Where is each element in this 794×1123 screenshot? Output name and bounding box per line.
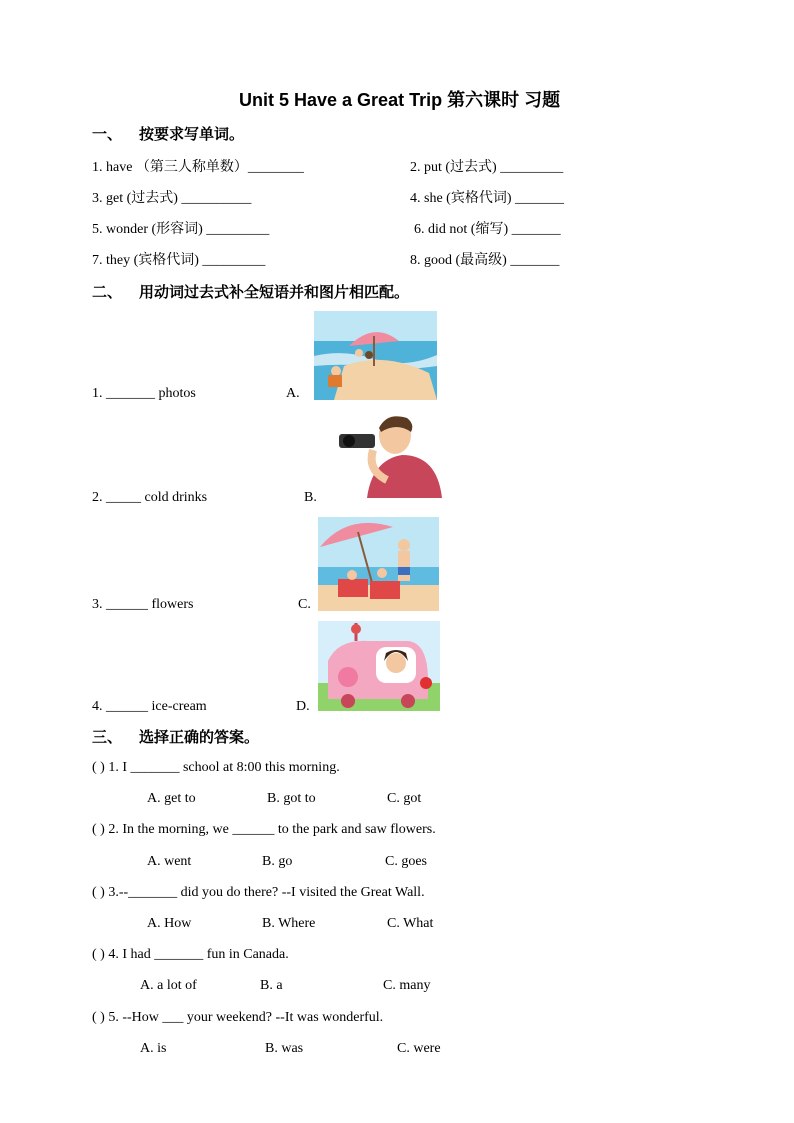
beach-scene-image xyxy=(314,311,437,400)
option-2b: B. go xyxy=(262,854,293,869)
section-1-number: 一、 xyxy=(92,125,123,143)
option-5b: B. was xyxy=(265,1041,304,1056)
option-3b: B. Where xyxy=(262,916,316,931)
question-5: ( ) 5. --How ___ your weekend? --It was wonderful. xyxy=(92,1010,384,1025)
question-4: ( ) 4. I had _______ fun in Canada. xyxy=(92,947,289,962)
section-2-number: 二、 xyxy=(92,283,123,301)
option-3a: A. How xyxy=(147,916,192,931)
word-item-4: 4. she (宾格代词) _______ xyxy=(410,191,564,206)
beach-umbrella-image xyxy=(318,517,439,611)
section-2-heading: 用动词过去式补全短语并和图片相匹配。 xyxy=(139,283,410,301)
phrase-1: 1. _______ photos xyxy=(92,386,196,401)
word-item-3: 3. get (过去式) __________ xyxy=(92,191,252,206)
option-2c: C. goes xyxy=(385,854,427,869)
phrase-2: 2. _____ cold drinks xyxy=(92,490,208,505)
word-item-7: 7. they (宾格代词) _________ xyxy=(92,253,266,268)
option-3c: C. What xyxy=(387,916,434,931)
section-3-heading: 选择正确的答案。 xyxy=(139,728,260,746)
option-4b: B. a xyxy=(260,978,283,993)
option-5a: A. is xyxy=(140,1041,167,1056)
letter-b: B. xyxy=(304,490,317,505)
option-1c: C. got xyxy=(387,791,422,806)
letter-a: A. xyxy=(286,386,300,401)
option-1a: A. get to xyxy=(147,791,196,806)
word-item-8: 8. good (最高级) _______ xyxy=(410,253,560,268)
word-item-2: 2. put (过去式) _________ xyxy=(410,160,564,175)
question-1: ( ) 1. I _______ school at 8:00 this morning. xyxy=(92,760,340,775)
question-2: ( ) 2. In the morning, we ______ to the park and saw flowers. xyxy=(92,822,436,837)
phrase-4: 4. ______ ice-cream xyxy=(92,699,207,714)
question-3: ( ) 3.--_______ did you do there? --I visited the Great Wall. xyxy=(92,885,425,900)
option-4c: C. many xyxy=(383,978,431,993)
word-item-5: 5. wonder (形容词) _________ xyxy=(92,222,270,237)
word-item-1: 1. have （第三人称单数）________ xyxy=(92,160,304,175)
section-1-heading: 按要求写单词。 xyxy=(139,125,245,143)
option-4a: A. a lot of xyxy=(140,978,197,993)
word-item-6: 6. did not (缩写) _______ xyxy=(414,222,561,237)
letter-d: D. xyxy=(296,699,310,714)
option-1b: B. got to xyxy=(267,791,316,806)
man-with-camera-image xyxy=(337,410,444,498)
phrase-3: 3. ______ flowers xyxy=(92,597,194,612)
option-5c: C. were xyxy=(397,1041,441,1056)
section-3-number: 三、 xyxy=(92,728,123,746)
girl-in-pink-car-image xyxy=(318,621,440,711)
letter-c: C. xyxy=(298,597,311,612)
option-2a: A. went xyxy=(147,854,192,869)
page-title: Unit 5 Have a Great Trip 第六课时 习题 xyxy=(239,90,561,110)
